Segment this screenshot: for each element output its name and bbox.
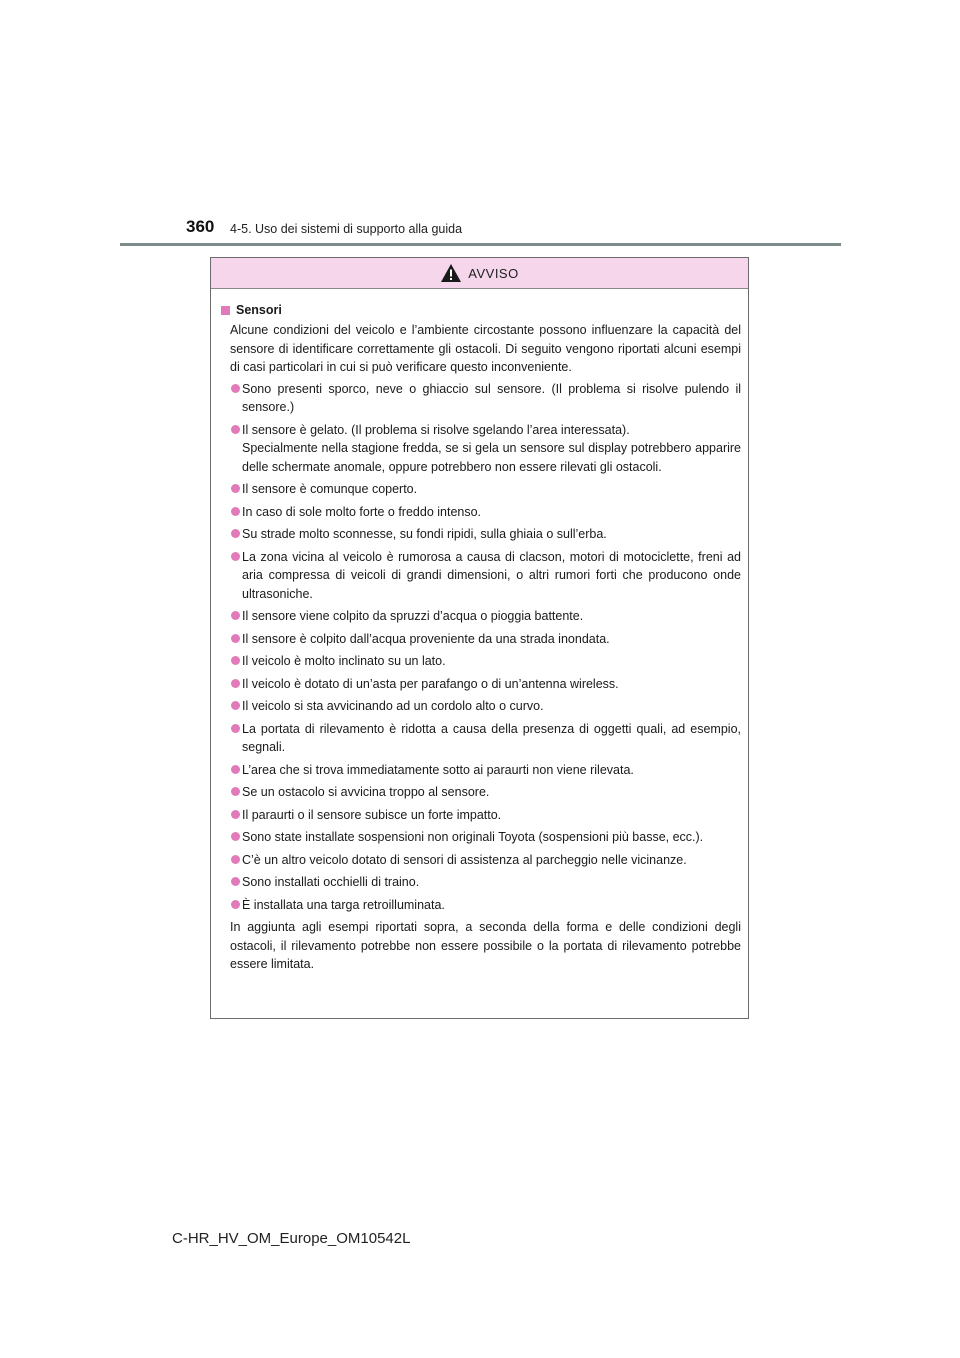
list-item: L’area che si trova immediatamente sotto ai paraurti non viene rilevata. <box>221 761 741 780</box>
list-item: C’è un altro veicolo dotato di sensori di assistenza al parcheggio nelle vicinanze. <box>221 851 741 870</box>
closing-paragraph: In aggiunta agli esempi riportati sopra, a seconda della forma e delle condizioni degli ostacoli, il rilevamento potrebbe non essere possibile o la portata di rilevamento potrebbe essere limitata. <box>230 920 741 971</box>
bullet-dot-icon <box>231 634 240 643</box>
bullet-dot-icon <box>231 611 240 620</box>
warning-subheading <box>221 303 741 317</box>
bullet-dot-icon <box>231 724 240 733</box>
list-item: In caso di sole molto forte o freddo intenso. <box>221 503 741 522</box>
bullet-dot-icon <box>231 529 240 538</box>
list-item: Sono presenti sporco, neve o ghiaccio sul sensore. (Il problema si risolve pulendo il sensore.) <box>221 380 741 417</box>
list-item: Il sensore è colpito dall’acqua proveniente da una strada inondata. <box>221 630 741 649</box>
section-title: 4-5. Uso dei sistemi di supporto alla guida <box>230 222 463 236</box>
bullet-dot-icon <box>231 900 240 909</box>
page-number: 360 <box>186 217 215 236</box>
warning-title: AVVISO <box>468 265 519 281</box>
condition-list <box>221 380 741 915</box>
bullet-dot-icon <box>231 787 240 796</box>
bullet-dot-icon <box>231 484 240 493</box>
subheading-text: Sensori <box>236 303 282 317</box>
list-item: Sono state installate sospensioni non originali Toyota (sospensioni più basse, ecc.). <box>221 828 741 847</box>
bullet-dot-icon <box>231 877 240 886</box>
warning-box <box>210 257 749 1019</box>
list-item: La portata di rilevamento è ridotta a causa della presenza di oggetti quali, ad esempio, segnali. <box>221 720 741 757</box>
page-header <box>0 0 960 250</box>
list-item: Il sensore è comunque coperto. <box>221 480 741 499</box>
bullet-dot-icon <box>231 384 240 393</box>
bullet-dot-icon <box>231 855 240 864</box>
list-item: Su strade molto sconnesse, su fondi ripidi, sulla ghiaia o sull’erba. <box>221 525 741 544</box>
bullet-dot-icon <box>231 701 240 710</box>
bullet-dot-icon <box>231 656 240 665</box>
list-item: Se un ostacolo si avvicina troppo al sensore. <box>221 783 741 802</box>
bullet-dot-icon <box>231 810 240 819</box>
list-item: Il veicolo è dotato di un’asta per parafango o di un’antenna wireless. <box>221 675 741 694</box>
list-item: La zona vicina al veicolo è rumorosa a causa di clacson, motori di motociclette, freni ad aria compressa di veicoli di grandi dimensioni, o altri rumori forti che producono onde ultrasoniche. <box>221 548 741 604</box>
bullet-dot-icon <box>231 765 240 774</box>
list-item: Il paraurti o il sensore subisce un forte impatto. <box>221 806 741 825</box>
bullet-dot-icon <box>231 679 240 688</box>
list-item: Sono installati occhielli di traino. <box>221 873 741 892</box>
bullet-dot-icon <box>231 552 240 561</box>
list-item: Il veicolo si sta avvicinando ad un cordolo alto o curvo. <box>221 697 741 716</box>
list-item: Il sensore viene colpito da spruzzi d’acqua o pioggia battente. <box>221 607 741 626</box>
bullet-dot-icon <box>231 832 240 841</box>
list-item: È installata una targa retroilluminata. <box>221 896 741 915</box>
list-item: Il sensore è gelato. (Il problema si risolve sgelando l’area interessata). Specialmente nella stagione fredda, se si gela un sensore sul display potrebbero apparire delle schermate anomale, oppure potrebbero non essere rilevati gli ostacoli. <box>221 421 741 477</box>
list-item-extra: Specialmente nella stagione fredda, se si gela un sensore sul display potrebbero apparire delle schermate anomale, oppure potrebbero non essere rilevati gli ostacoli. <box>242 441 741 474</box>
square-bullet-icon <box>221 306 230 315</box>
document-code: C-HR_HV_OM_Europe_OM10542L <box>172 1230 411 1247</box>
intro-paragraph: Alcune condizioni del veicolo e l’ambiente circostante possono influenzare la capacità del sensore di identificare correttamente gli ostacoli. Di seguito vengono riportati alcuni esempi di casi particolari in cui si può verificare questo inconveniente. <box>230 323 741 374</box>
list-item: Il veicolo è molto inclinato su un lato. <box>221 652 741 671</box>
warning-triangle-icon <box>440 263 462 283</box>
warning-header <box>211 258 748 289</box>
bullet-dot-icon <box>231 507 240 516</box>
bullet-dot-icon <box>231 425 240 434</box>
warning-body <box>211 289 748 974</box>
header-rule <box>120 243 841 246</box>
